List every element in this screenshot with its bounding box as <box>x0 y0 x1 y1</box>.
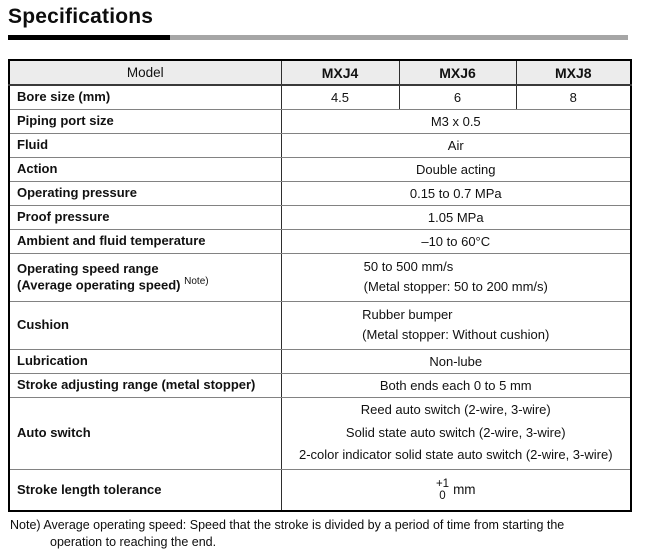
row-ambient-fluid-temperature-label: Ambient and fluid temperature <box>9 229 281 253</box>
operating-speed-line2: (Metal stopper: 50 to 200 mm/s) <box>363 279 548 294</box>
row-action <box>9 157 631 181</box>
row-operating-pressure-label: Operating pressure <box>9 181 281 205</box>
row-cushion-label: Cushion <box>9 301 281 349</box>
note-reference: Note) <box>184 275 209 287</box>
row-operating-pressure <box>9 181 631 205</box>
row-piping-port-size <box>9 109 631 133</box>
row-ambient-fluid-temperature <box>9 229 631 253</box>
auto-switch-value <box>281 397 631 469</box>
cushion-line2: (Metal stopper: Without cushion) <box>362 327 550 342</box>
tolerance-lower: 0 <box>439 489 446 502</box>
action-value: Double acting <box>281 157 631 181</box>
proof-pressure-value: 1.05 MPa <box>281 205 631 229</box>
row-stroke-adjusting-range <box>9 373 631 397</box>
row-bore-size <box>9 85 631 109</box>
row-cushion <box>9 301 631 349</box>
row-proof-pressure <box>9 205 631 229</box>
operating-speed-line1: 50 to 500 mm/s <box>363 258 454 274</box>
tolerance-unit: mm <box>453 482 476 498</box>
footnote <box>10 517 620 551</box>
row-stroke-length-tolerance-label: Stroke length tolerance <box>9 469 281 511</box>
stroke-adjusting-range-value: Both ends each 0 to 5 mm <box>281 373 631 397</box>
table-header-row <box>9 60 631 85</box>
row-stroke-adjusting-range-label: Stroke adjusting range (metal stopper) <box>9 373 281 397</box>
auto-switch-line1: Reed auto switch (2-wire, 3-wire) <box>360 401 551 417</box>
cushion-line1: Rubber bumper <box>362 306 453 322</box>
row-piping-port-size-label: Piping port size <box>9 109 281 133</box>
bore-size-mxj6: 6 <box>399 85 516 109</box>
title-underline-gray-segment <box>170 35 628 40</box>
specifications-table <box>8 59 632 512</box>
title-underline-black-segment <box>8 35 170 40</box>
piping-port-size-value: M3 x 0.5 <box>281 109 631 133</box>
title-underline <box>8 35 628 40</box>
row-operating-speed-range-label <box>9 253 281 301</box>
operating-speed-range-label-line2: (Average operating speed) $^{Note)}$ <box>17 275 209 293</box>
row-fluid-label: Fluid <box>9 133 281 157</box>
operating-speed-range-value <box>281 253 631 301</box>
lubrication-value: Non-lube <box>281 349 631 373</box>
tolerance-stack <box>436 478 449 502</box>
row-lubrication-label: Lubrication <box>9 349 281 373</box>
header-model-label: Model <box>9 60 281 85</box>
bore-size-mxj8: 8 <box>516 85 631 109</box>
row-operating-speed-range <box>9 253 631 301</box>
tolerance-upper: +1 <box>435 477 450 490</box>
footnote-line1: Note) Average operating speed: Speed that the stroke is divided by a period of time from starting the <box>10 518 565 532</box>
header-col-mxj6: MXJ6 <box>399 60 516 85</box>
footnote-line2: operation to reaching the end. <box>50 534 217 549</box>
bore-size-mxj4: 4.5 <box>281 85 399 109</box>
row-proof-pressure-label: Proof pressure <box>9 205 281 229</box>
row-lubrication <box>9 349 631 373</box>
row-action-label: Action <box>9 157 281 181</box>
operating-pressure-value: 0.15 to 0.7 MPa <box>281 181 631 205</box>
fluid-value: Air <box>281 133 631 157</box>
row-bore-size-label: Bore size (mm) <box>9 85 281 109</box>
cushion-value <box>281 301 631 349</box>
auto-switch-line2: Solid state auto switch (2-wire, 3-wire) <box>345 424 566 440</box>
header-col-mxj4: MXJ4 <box>281 60 399 85</box>
stroke-length-tolerance-value <box>281 469 631 511</box>
row-fluid <box>9 133 631 157</box>
page-title: Specifications <box>8 5 154 28</box>
ambient-fluid-temperature-value: –10 to 60°C <box>281 229 631 253</box>
auto-switch-line3: 2-color indicator solid state auto switch (2-wire, 3-wire) <box>298 447 613 463</box>
header-col-mxj8: MXJ8 <box>516 60 631 85</box>
operating-speed-range-label-line1: Operating speed range <box>17 260 159 276</box>
row-auto-switch <box>9 397 631 469</box>
row-auto-switch-label: Auto switch <box>9 397 281 469</box>
row-stroke-length-tolerance <box>9 469 631 511</box>
